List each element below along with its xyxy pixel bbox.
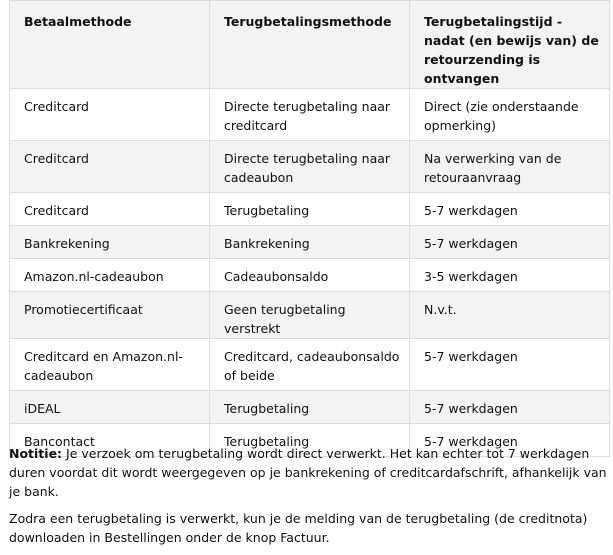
cell-refund-method: Cadeaubonsaldo: [210, 259, 410, 292]
table-row: [10, 193, 610, 226]
cell-payment-method: Creditcard en Amazon.nl-cadeaubon: [10, 339, 210, 391]
cell-refund-time: 5-7 werkdagen: [410, 424, 610, 457]
table-header-row: [10, 1, 610, 89]
header-refund-time: Terugbetalingstijd - nadat (en bewijs van) de retourzending is ontvangen: [410, 1, 610, 89]
cell-payment-method: Promotiecertificaat: [10, 292, 210, 339]
cell-refund-time: 5-7 werkdagen: [410, 339, 610, 391]
cell-refund-method: Bankrekening: [210, 226, 410, 259]
cell-refund-time: Na verwerking van de retouraanvraag: [410, 141, 610, 193]
header-payment-method: Betaalmethode: [10, 1, 210, 89]
refund-notice: [9, 444, 609, 501]
cell-refund-time: 5-7 werkdagen: [410, 391, 610, 424]
cell-payment-method: Creditcard: [10, 89, 210, 141]
cell-payment-method: Bancontact: [10, 424, 210, 457]
cell-refund-time: N.v.t.: [410, 292, 610, 339]
cell-payment-method: iDEAL: [10, 391, 210, 424]
table-row: [10, 391, 610, 424]
cell-refund-method: Geen terugbetaling verstrekt: [210, 292, 410, 339]
cell-refund-method: Terugbetaling: [210, 424, 410, 457]
cell-payment-method: Bankrekening: [10, 226, 210, 259]
cell-refund-method: Directe terugbetaling naar creditcard: [210, 89, 410, 141]
cell-refund-method: Terugbetaling: [210, 391, 410, 424]
cell-refund-time: 3-5 werkdagen: [410, 259, 610, 292]
table-row: [10, 141, 610, 193]
cell-refund-method: Directe terugbetaling naar cadeaubon: [210, 141, 410, 193]
credit-note-info: Zodra een terugbetaling is verwerkt, kun je de melding van de terugbetaling (de creditnota) downloaden in Bestellingen onder de knop Factuur.: [9, 511, 588, 545]
notes-section: [9, 444, 609, 555]
table-row: [10, 226, 610, 259]
notice-text: Je verzoek om terugbetaling wordt direct verwerkt. Het kan echter tot 7 werkdagen duren voordat dit wordt weergegeven op je bankrekening of creditcardafschrift, afhankelijk van je bank.: [9, 446, 607, 499]
cell-refund-method: Creditcard, cadeaubonsaldo of beide: [210, 339, 410, 391]
cell-refund-time: 5-7 werkdagen: [410, 226, 610, 259]
cell-payment-method: Creditcard: [10, 193, 210, 226]
header-refund-method: Terugbetalingsmethode: [210, 1, 410, 89]
refund-methods-table: [9, 0, 610, 457]
cell-refund-time: 5-7 werkdagen: [410, 193, 610, 226]
table-row: [10, 339, 610, 391]
notice-label: Notitie:: [9, 446, 63, 461]
cell-payment-method: Amazon.nl-cadeaubon: [10, 259, 210, 292]
table-row: [10, 89, 610, 141]
table-row: [10, 292, 610, 339]
cell-refund-time: Direct (zie onderstaande opmerking): [410, 89, 610, 141]
cell-refund-method: Terugbetaling: [210, 193, 410, 226]
table-row: [10, 259, 610, 292]
cell-payment-method: Creditcard: [10, 141, 210, 193]
